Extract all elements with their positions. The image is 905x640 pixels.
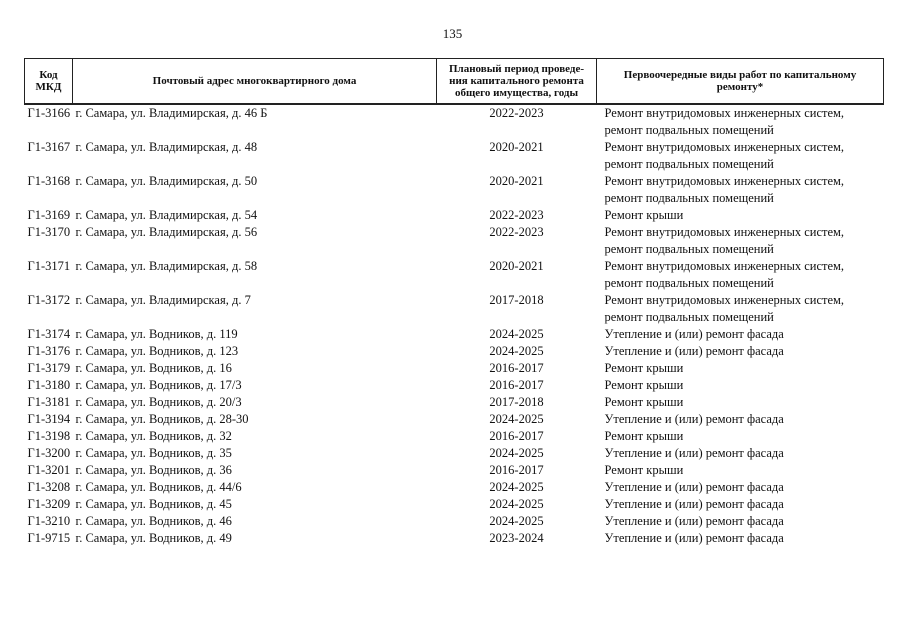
work-line: Утепление и (или) ремонт фасада: [604, 531, 784, 545]
cell-address: г. Самара, ул. Владимирская, д. 54: [75, 208, 258, 222]
work-line: Утепление и (или) ремонт фасада: [604, 497, 784, 511]
cell-code: Г1-3181: [27, 395, 71, 409]
work-line: Ремонт крыши: [604, 378, 684, 392]
table-row: [25, 173, 884, 207]
cell-code: Г1-3208: [27, 480, 71, 494]
cell-address: г. Самара, ул. Водников, д. 123: [75, 344, 239, 358]
cell-period: 2024-2025: [489, 497, 544, 511]
cell-code: Г1-3171: [27, 259, 71, 273]
table-row: [25, 360, 884, 377]
cell-code: Г1-3210: [27, 514, 71, 528]
work-line: Ремонт внутридомовых инженерных систем,: [604, 106, 845, 120]
table-body: [25, 104, 884, 547]
cell-period: 2020-2021: [489, 259, 544, 273]
work-line: Утепление и (или) ремонт фасада: [604, 412, 784, 426]
cell-address: г. Самара, ул. Владимирская, д. 7: [75, 293, 251, 307]
table-row: [25, 292, 884, 326]
cell-works: [597, 326, 884, 343]
table-row: [25, 139, 884, 173]
table-row: [25, 530, 884, 547]
table-row: [25, 258, 884, 292]
header-address: Почтовый адрес многоквартирного дома: [73, 59, 437, 105]
cell-works: [597, 496, 884, 513]
cell-code: Г1-3201: [27, 463, 71, 477]
cell-address: г. Самара, ул. Водников, д. 49: [75, 531, 232, 545]
cell-address: г. Самара, ул. Водников, д. 44/6: [75, 480, 242, 494]
cell-code: Г1-3180: [27, 378, 71, 392]
work-line: Утепление и (или) ремонт фасада: [604, 327, 784, 341]
table-row: [25, 207, 884, 224]
cell-period: 2016-2017: [489, 378, 544, 392]
cell-period: 2023-2024: [489, 531, 544, 545]
cell-works: [597, 394, 884, 411]
cell-works: [597, 207, 884, 224]
cell-address: г. Самара, ул. Владимирская, д. 58: [75, 259, 258, 273]
cell-code: Г1-3194: [27, 412, 71, 426]
cell-period: 2022-2023: [489, 106, 544, 120]
cell-works: [597, 479, 884, 496]
cell-period: 2024-2025: [489, 480, 544, 494]
work-line: Ремонт крыши: [604, 429, 684, 443]
cell-period: 2020-2021: [489, 174, 544, 188]
work-line: Утепление и (или) ремонт фасада: [604, 514, 784, 528]
cell-works: [597, 258, 884, 292]
work-line: ремонт подвальных помещений: [604, 310, 774, 324]
cell-code: Г1-3174: [27, 327, 71, 341]
work-line: Ремонт внутридомовых инженерных систем,: [604, 140, 845, 154]
cell-works: [597, 104, 884, 139]
cell-code: Г1-3167: [27, 140, 71, 154]
table-row: [25, 496, 884, 513]
cell-address: г. Самара, ул. Водников, д. 46: [75, 514, 232, 528]
header-period-line: ния капитального ремонта: [449, 75, 584, 87]
cell-period: 2022-2023: [489, 208, 544, 222]
cell-code: Г1-3176: [27, 344, 71, 358]
cell-works: [597, 530, 884, 547]
work-line: Утепление и (или) ремонт фасада: [604, 480, 784, 494]
cell-works: [597, 139, 884, 173]
cell-address: г. Самара, ул. Водников, д. 17/3: [75, 378, 242, 392]
cell-code: Г1-3200: [27, 446, 71, 460]
cell-period: 2016-2017: [489, 429, 544, 443]
cell-address: г. Самара, ул. Водников, д. 45: [75, 497, 232, 511]
cell-code: Г1-9715: [27, 531, 71, 545]
cell-works: [597, 445, 884, 462]
cell-address: г. Самара, ул. Водников, д. 28-30: [75, 412, 249, 426]
cell-works: [597, 360, 884, 377]
cell-address: г. Самара, ул. Водников, д. 35: [75, 446, 232, 460]
table-row: [25, 394, 884, 411]
header-period-line: Плановый период проведе-: [448, 63, 585, 75]
work-line: Ремонт внутридомовых инженерных систем,: [604, 293, 845, 307]
cell-code: Г1-3198: [27, 429, 71, 443]
work-line: ремонт подвальных помещений: [604, 123, 774, 137]
cell-address: г. Самара, ул. Владимирская, д. 48: [75, 140, 258, 154]
cell-address: г. Самара, ул. Водников, д. 32: [75, 429, 232, 443]
table-row: [25, 411, 884, 428]
header-code: Код МКД: [25, 59, 73, 105]
work-line: ремонт подвальных помещений: [604, 276, 774, 290]
cell-works: [597, 173, 884, 207]
capital-repair-table: [24, 58, 884, 547]
cell-code: Г1-3179: [27, 361, 71, 375]
cell-period: 2024-2025: [489, 344, 544, 358]
cell-code: Г1-3172: [27, 293, 71, 307]
table-row: [25, 343, 884, 360]
cell-address: г. Самара, ул. Владимирская, д. 46 Б: [75, 106, 268, 120]
table-header: [25, 59, 884, 105]
cell-period: 2017-2018: [489, 293, 544, 307]
table-row: [25, 428, 884, 445]
page-number: 135: [442, 26, 463, 41]
cell-works: [597, 292, 884, 326]
cell-works: [597, 513, 884, 530]
cell-period: 2024-2025: [489, 327, 544, 341]
work-line: Ремонт крыши: [604, 463, 684, 477]
header-works-line: Первоочередные виды работ по капитальному: [623, 69, 857, 81]
header-period-line: общего имущества, годы: [454, 87, 579, 99]
table-row: [25, 479, 884, 496]
cell-period: 2016-2017: [489, 463, 544, 477]
header-works: [597, 59, 884, 105]
cell-period: 2022-2023: [489, 225, 544, 239]
work-line: Ремонт крыши: [604, 361, 684, 375]
cell-address: г. Самара, ул. Водников, д. 119: [75, 327, 238, 341]
work-line: Ремонт крыши: [604, 208, 684, 222]
cell-period: 2024-2025: [489, 446, 544, 460]
table-row: [25, 224, 884, 258]
cell-works: [597, 377, 884, 394]
header-period: [437, 59, 597, 105]
cell-works: [597, 428, 884, 445]
cell-code: Г1-3166: [27, 106, 71, 120]
cell-works: [597, 462, 884, 479]
cell-address: г. Самара, ул. Владимирская, д. 56: [75, 225, 258, 239]
work-line: Ремонт внутридомовых инженерных систем,: [604, 225, 845, 239]
cell-works: [597, 343, 884, 360]
work-line: ремонт подвальных помещений: [604, 157, 774, 171]
table-row: [25, 326, 884, 343]
cell-address: г. Самара, ул. Владимирская, д. 50: [75, 174, 258, 188]
cell-address: г. Самара, ул. Водников, д. 36: [75, 463, 232, 477]
work-line: ремонт подвальных помещений: [604, 191, 774, 205]
cell-address: г. Самара, ул. Водников, д. 20/3: [75, 395, 242, 409]
work-line: Ремонт крыши: [604, 395, 684, 409]
cell-period: 2024-2025: [489, 514, 544, 528]
cell-period: 2016-2017: [489, 361, 544, 375]
table-row: [25, 445, 884, 462]
work-line: Утепление и (или) ремонт фасада: [604, 446, 784, 460]
cell-period: 2020-2021: [489, 140, 544, 154]
cell-period: 2024-2025: [489, 412, 544, 426]
cell-code: Г1-3169: [27, 208, 71, 222]
table-row: [25, 462, 884, 479]
work-line: Утепление и (или) ремонт фасада: [604, 344, 784, 358]
work-line: Ремонт внутридомовых инженерных систем,: [604, 174, 845, 188]
work-line: ремонт подвальных помещений: [604, 242, 774, 256]
cell-period: 2017-2018: [489, 395, 544, 409]
table-row: [25, 377, 884, 394]
cell-code: Г1-3170: [27, 225, 71, 239]
cell-code: Г1-3168: [27, 174, 71, 188]
cell-works: [597, 224, 884, 258]
table-row: [25, 104, 884, 139]
cell-address: г. Самара, ул. Водников, д. 16: [75, 361, 232, 375]
cell-works: [597, 411, 884, 428]
table-row: [25, 513, 884, 530]
cell-code: Г1-3209: [27, 497, 71, 511]
header-works-line: ремонту*: [716, 81, 764, 93]
work-line: Ремонт внутридомовых инженерных систем,: [604, 259, 845, 273]
